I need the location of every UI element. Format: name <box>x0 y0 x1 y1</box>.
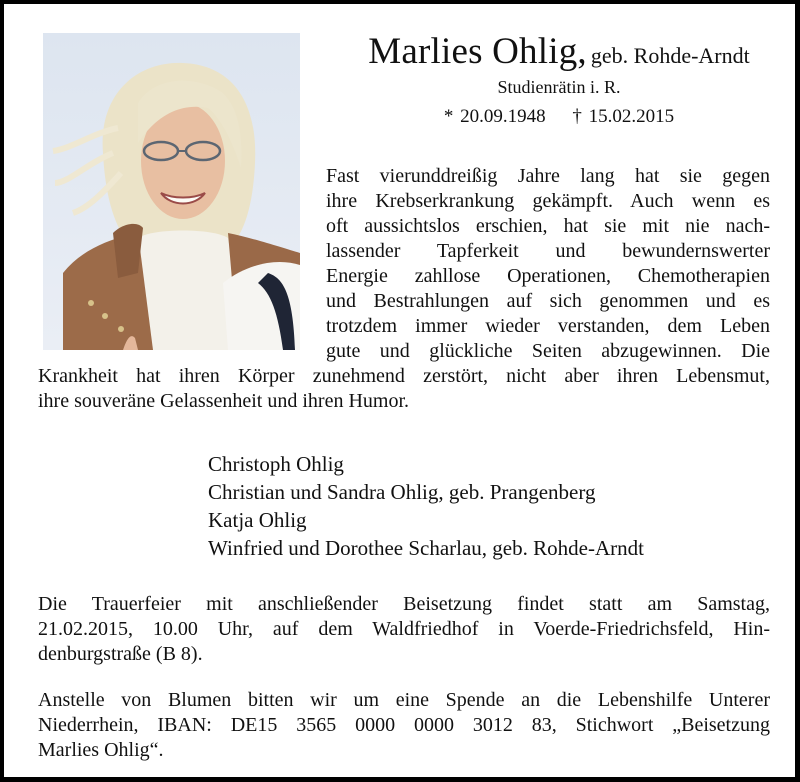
text-line: 21.02.2015, 10.00 Uhr, auf dem Waldfriedhof in Voerde-Friedrichsfeld, Hin- <box>38 618 770 640</box>
deceased-name: Marlies Ohlig, <box>368 31 587 72</box>
mourner: Winfried und Dorothee Scharlau, geb. Rohde-Arndt <box>208 536 644 560</box>
text-line: gute und glückliche Seiten abzugewinnen. Die <box>326 340 770 362</box>
text-line: und Bestrahlungen auf sich genommen und es <box>326 290 770 312</box>
mourner: Christian und Sandra Ohlig, geb. Prangenberg <box>208 480 596 504</box>
text-line: Krankheit hat ihren Körper zunehmend zerstört, nicht aber ihren Lebensmut, <box>38 365 770 387</box>
text-line: Niederrhein, IBAN: DE15 3565 0000 0000 3012 83, Stichwort „Beisetzung <box>38 714 770 736</box>
tribute-text-beside-photo <box>326 164 770 364</box>
portrait-photo <box>43 33 300 350</box>
deceased-name-line <box>324 30 794 73</box>
text-line: ihre souveräne Gelassenheit und ihren Humor. <box>38 390 410 412</box>
text-line: lassender Tapferkeit und bewundernswerter <box>326 240 770 262</box>
death-date: † 15.02.2015 <box>572 106 675 127</box>
text-line: oft aussichtslos erschien, hat sie mit nie nach- <box>326 215 770 237</box>
mourners-list <box>208 450 644 562</box>
tribute-text-full-width <box>38 364 770 414</box>
text-line: Fast vierunddreißig Jahre lang hat sie gegen <box>326 165 770 187</box>
text-line: Energie zahllose Operationen, Chemotherapien <box>326 265 770 287</box>
deceased-birth-name: geb. Rohde-Arndt <box>590 43 750 68</box>
deceased-header <box>324 30 794 128</box>
text-line: trotzdem immer wieder verstanden, dem Leben <box>326 315 770 337</box>
text-line: ihre Krebserkrankung gekämpft. Auch wenn es <box>326 190 770 212</box>
portrait-image <box>43 33 300 350</box>
text-line: Anstelle von Blumen bitten wir um eine Spende an die Lebenshilfe Unterer <box>38 689 770 711</box>
text-line: denburgstraße (B 8). <box>38 643 203 665</box>
life-dates <box>324 106 794 128</box>
birth-date: * 20.09.1948 <box>443 106 546 127</box>
text-line: Die Trauerfeier mit anschließender Beisetzung findet statt am Samstag, <box>38 593 770 615</box>
mourner: Christoph Ohlig <box>208 452 344 476</box>
donation-info <box>38 688 770 763</box>
funeral-info <box>38 592 770 667</box>
text-line: Marlies Ohlig“. <box>38 739 164 761</box>
deceased-title: Studienrätin i. R. <box>497 77 621 97</box>
mourner: Katja Ohlig <box>208 508 307 532</box>
